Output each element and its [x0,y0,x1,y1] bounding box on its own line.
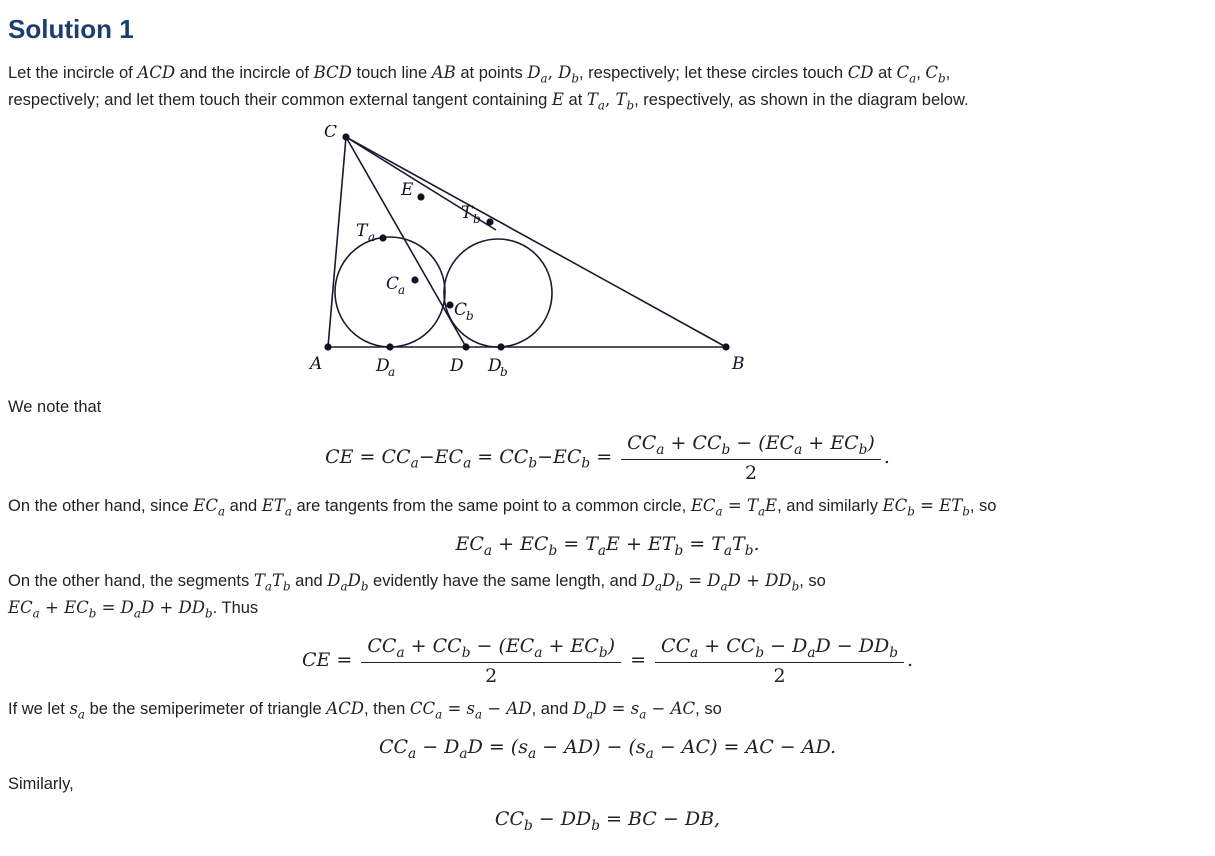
eq1-minus2: −EC [537,445,582,468]
p3b-e: . Thus [212,598,259,617]
eq4-e: − AC) = AC − AD. [653,735,837,758]
eq2-a: EC [455,532,484,555]
eq3-n2-rest-sub-b: b [889,644,898,661]
p3-eq-lhs-2: D [662,570,676,590]
p3-eq-rhs: = D [682,570,721,590]
eq3-num-2 [655,635,904,663]
intro-text-7: respectively; and let them touch their common external tangent containing [8,91,552,110]
equation-2 [8,533,1207,559]
eq5-c: = BC − DB, [599,808,721,831]
p3b-d-sub: b [205,606,213,621]
p3-db: D [347,570,361,590]
label-Cb: C [453,300,467,321]
eq1-equals: = [590,445,619,468]
eq2-g: . [753,532,760,555]
p2-eq2-rhs: = ET [914,495,963,515]
p2-text-4: , and similarly [777,496,883,515]
eq5-a: CC [494,808,524,831]
eq3-n1-rest2: + EC [542,634,599,657]
p3-ta: T [253,570,265,590]
eq2-c-sub: a [597,542,607,559]
eq3-n2-rest2: D − DD [815,634,890,657]
intro-paragraph: Let the incircle of ACD and the incircle of BCD touch line AB at points $D_a$, $D_b$, respectively; let these circles touch CD at $C_a$, $C_b$, respectively; and let them touch their common external tangent containing E at $T_a$, $T_b$, respectively, as shown in the diagram below. [8,63,969,113]
eq1-num-a: CC [627,431,657,454]
point-Db [497,344,504,351]
eq4-a-sub: a [408,745,417,762]
label-Ta-sub: a [367,230,375,245]
p2-text-2: and [225,496,262,515]
eq5-b: − DD [532,808,592,831]
label-Da: D [375,356,390,377]
eq2-f-sub: b [744,542,754,559]
point-Ca [411,277,418,284]
eq2-e: = T [683,532,724,555]
segment-AC [328,137,346,347]
label-E: E [400,180,413,201]
point-Cb [446,302,453,309]
da-label: D [527,63,541,82]
eq1-numerator [621,432,881,460]
p3b-a-sub: a [32,606,40,621]
p3-text-3: evidently have the same length, and [368,571,642,590]
eq2-b: + EC [492,532,549,555]
eq3-n2-rest: − D [764,634,808,657]
p2-eq2-lhs: EC [882,495,908,515]
eq2-e-sub: a [723,542,733,559]
p3-eq-lhs: D [641,570,656,590]
page-title: Solution 1 [8,14,134,44]
acd-label: ACD [137,63,176,82]
label-Ca-sub: a [397,283,405,298]
eq3-period: . [906,648,914,671]
point-E [417,194,424,201]
p3-tb-sub: b [282,578,291,593]
p3-eq-rhs2: D + DD [727,570,792,590]
eq3-fraction-1 [361,635,621,687]
eq3-lhs: CE = [301,648,359,671]
eq4-d: − AD) − (s [536,735,646,758]
point-A [324,344,331,351]
we-note-paragraph: We note that [8,398,102,417]
ta-label: T [586,90,598,110]
eq2-a-sub: a [483,542,493,559]
eq1-eq2-sub: b [528,455,538,472]
eq3-mid: = [624,648,653,671]
paragraph-2 [8,494,1207,521]
p4-cca-sub: a [435,706,443,721]
eq1-fraction [621,432,881,484]
tb-sub: b [626,98,635,113]
eq4-d-sub: a [645,745,654,762]
p4-text-2: be the semiperimeter of triangle [85,699,327,718]
p2-eq1-rhs: = T [722,495,758,515]
eq1-minus2-sub: b [581,455,591,472]
p4-dad-rhs2: − AC [646,698,696,718]
p3-text-1: On the other hand, the segments [8,571,254,590]
p3-text-2: and [290,571,328,590]
equation-4 [8,736,1207,762]
eq3-n2-sub-a: a [690,644,699,661]
eq1-lhs-sub: a [410,455,419,472]
p3b-c-sub: a [133,606,141,621]
da-sub: a [540,71,548,86]
eq3-n1: CC [367,634,397,657]
eq2-b-sub: b [548,542,558,559]
label-Db-sub: b [499,365,508,380]
p2-eq2-lhs-sub: b [907,504,915,519]
p2-eq2-rhs-sub: b [962,504,970,519]
point-B [722,344,729,351]
p4-acd: ACD [326,698,364,718]
intro-text-6: at [873,64,897,82]
point-Tb [486,219,493,226]
eq3-n1-plus: + CC [404,634,462,657]
intro-text-2: and the incircle of [175,64,314,82]
p2-eta-sub: a [284,504,292,519]
eq3-num-1 [361,635,621,663]
diagram-labels [308,125,745,379]
label-A: A [309,354,322,375]
bcd-label: BCD [313,63,352,82]
p4-cca-rhs: = s [442,698,476,718]
eq2-c: = T [557,532,598,555]
p3-eq-rhs2-sub: b [791,578,800,593]
eq4-c: D = (s [467,735,528,758]
p4-cca: CC [409,698,436,718]
eq3-n2-sub-b: b [755,644,765,661]
eq1-period: . [883,445,890,468]
point-Ta [379,235,386,242]
p3-da-sub: a [340,578,348,593]
eq1-lhs: CE = CC [325,445,411,468]
label-Ca: C [385,274,399,295]
eq1-eq2: = CC [471,445,529,468]
p4-dad: D [572,698,587,718]
eq5-a-sub: b [523,818,533,835]
ca-sub: a [909,71,917,86]
p3-db-sub: b [360,578,369,593]
p4-dad-rhs: D = s [593,698,640,718]
eq1-num-rest-sub-a: a [794,441,803,458]
eq2-d-sub: b [674,542,684,559]
eq3-n1-sub-a: a [396,644,405,661]
p4-text-5: , so [695,699,722,718]
p2-eq1-lhs-sub: a [715,504,723,519]
ta-sub: a [597,98,605,113]
p3b-c: = D [96,597,134,617]
label-D: D [449,356,464,377]
p3-tb: T [271,570,283,590]
eq3-n2-plus: + CC [698,634,756,657]
intro-text-4: at points [455,64,528,82]
eq3-den-2: 2 [773,664,786,687]
diagram-svg [298,125,918,385]
p3-ta-sub: a [264,578,272,593]
p3-eq-lhs-sub2: b [675,578,683,593]
p3b-b-sub: b [88,606,97,621]
eq1-minus1: −EC [418,445,464,468]
point-D [462,344,469,351]
intro-text-8: at [563,91,587,110]
p3b-b: + EC [39,597,89,617]
p4-text-3: , then [364,699,410,718]
p4-text-1: If we let [8,699,70,718]
eq5-b-sub: b [591,818,600,835]
p3b-a: EC [8,597,33,617]
p2-text-3: are tangents from the same point to a common circle, [291,496,691,515]
similarly-paragraph: Similarly, [8,774,74,793]
p3-eq-rhs-sub: a [720,578,728,593]
label-Tb: T [460,203,472,224]
p4-text-4: , and [531,699,573,718]
p2-eq1-lhs: EC [690,495,716,515]
db-sub: b [571,71,579,86]
cb-label: C [925,63,938,82]
p2-eta: ET [261,495,285,515]
p4-sa-sub: a [77,706,86,721]
point-C [342,134,349,141]
segment-CD [346,137,466,347]
label-Tb-sub: b [472,212,481,227]
equation-5 [8,808,1207,834]
equation-1 [8,432,1207,484]
eq3-n2: CC [661,634,691,657]
p2-eca: EC [193,495,218,515]
p2-eca-sub: a [217,504,226,519]
cb-sub: b [938,71,946,86]
p4-cca-rhs2: − AD [482,698,532,718]
geometry-diagram [8,125,1207,385]
p2-text-5: , so [969,496,997,515]
eq2-f: T [732,532,745,555]
label-B: B [731,354,744,375]
eq1-num-sub-b: b [721,441,731,458]
eq4-a: CC [378,735,409,758]
eq2-d: E + ET [606,532,675,555]
p4-dad-sub: a [586,706,594,721]
ab-label: AB [431,63,456,82]
intro-text-9: , respectively, as shown in the diagram below. [634,91,969,110]
intro-text-3: touch line [351,64,432,82]
diagram-points [324,134,729,351]
label-Da-sub: a [387,365,395,380]
p3-da: D [327,570,341,590]
tb-label: T [615,90,627,110]
p2-eq1-rhs-sub: a [757,504,766,519]
eq1-num-rest-sub-b: b [858,441,868,458]
segment-CB [346,137,726,347]
label-Db: D [487,356,502,377]
eq3-fraction-2 [655,635,904,687]
eq3-den-1: 2 [485,664,498,687]
equation-3 [8,635,1207,687]
eq3-n2-rest-sub-a: a [807,644,816,661]
label-Cb-sub: b [465,309,474,324]
paragraph-3 [8,569,1207,623]
point-Da [386,344,393,351]
cd-label: CD [847,63,874,82]
eq3-n1-rest-sub-a: a [534,644,543,661]
eq1-denominator: 2 [744,461,758,484]
db-label: D [558,63,572,82]
eq1-num-plus: + CC [664,431,722,454]
e-label: E [551,90,564,110]
intro-text-5: , respectively; let these circles touch [578,64,848,82]
eq3-n1-rest: − (EC [470,634,535,657]
paragraph-4 [8,697,1207,724]
eq1-num-rest2: + EC [802,431,859,454]
p2-text-1: On the other hand, since [8,496,194,515]
eq3-n1-sub-b: b [461,644,471,661]
p3b-d: D + DD [141,597,206,617]
eq4-b-sub: a [459,745,468,762]
intro-text-1: Let the incircle of [8,64,138,82]
eq4-c-sub: a [527,745,537,762]
ca-label: C [896,63,910,82]
label-Ta: T [355,221,367,242]
p4-cca-rhs-sub: a [475,706,483,721]
eq3-n1-close: ) [607,634,616,657]
p2-eq1-rhs2: E [765,495,778,515]
eq1-num-close: ) [867,431,875,454]
incircle-bcd [444,239,552,347]
eq4-b: − D [416,735,460,758]
eq3-n1-rest-sub-b: b [598,644,608,661]
p4-sa: s [69,698,78,718]
label-C: C [323,125,337,143]
p3-eq-lhs-sub1: a [655,578,663,593]
eq1-minus1-sub: a [463,455,472,472]
eq1-num-rest: − (EC [730,431,795,454]
p3-text-4: , so [799,571,826,590]
p4-dad-rhs-sub: a [639,706,647,721]
eq1-num-sub-a: a [656,441,665,458]
